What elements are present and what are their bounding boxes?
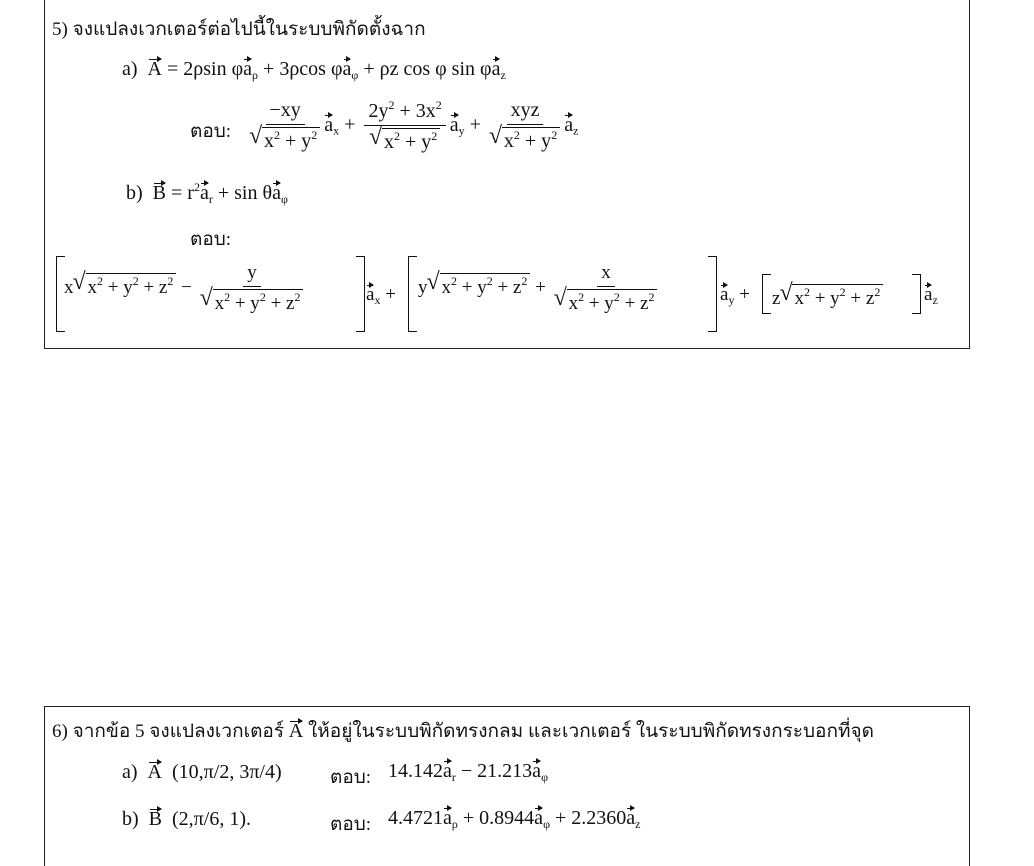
q5-b-label: b) <box>126 182 143 204</box>
q5-heading: 5) จงแปลงเวกเตอร์ต่อไปนี้ในระบบพิกัดตั้งฉาก <box>52 19 426 40</box>
q5-b-equation: b) $B = r^2a_r + \sin \theta a_\varphi$ <box>126 180 288 206</box>
q5-a-equation: a) A = 2ρsin $\varphi a_\rho + 3\rho\cos$ $\varphi a_\varphi + \rho z$ cos φ $\sin \varphi a_z$ <box>122 58 506 82</box>
q5-b-answer-label: ตอบ: <box>190 229 232 250</box>
q5-a-label: a) <box>122 58 138 80</box>
q6-heading: 6) จากข้อ 5 จงแปลงเวกเตอร์ A ให้อยู่ในระบบพิกัดทรงกลม และเวกเตอร์ ในระบบพิกัดทรงกระบอกที่จุด <box>52 720 874 742</box>
q5-b-answer-formula: x√ $x^2 + y^2 + z^2$ − y √ $x^2 + y^2 + z^2$ <box>64 262 307 315</box>
q6-b-row: b) B (2,π/6, 1). <box>122 808 251 830</box>
q6-a-answer-formula: $14.142a_r - 21.213a_\varphi$ <box>388 760 548 784</box>
q5-a-answer-formula: −xy √ $x^2 + y^2$ $a_x$ + $2y^2 + 3x^2$ √ $x^2 + y^2$ $a_y$ + xyz √ $x^2 + y^2$ $a_z$ <box>246 98 578 154</box>
q6-a-answer-label: ตอบ: <box>330 767 372 788</box>
q6-a-row: a) A (10,π/2, 3π/4) <box>122 761 282 783</box>
q6-b-answer-formula: $4.4721a_\rho + 0.8944a_\varphi + 2.2360a_z$ <box>388 807 641 831</box>
q6-b-answer-label: ตอบ: <box>330 814 372 835</box>
q5-a-answer-label: ตอบ: <box>190 121 232 142</box>
